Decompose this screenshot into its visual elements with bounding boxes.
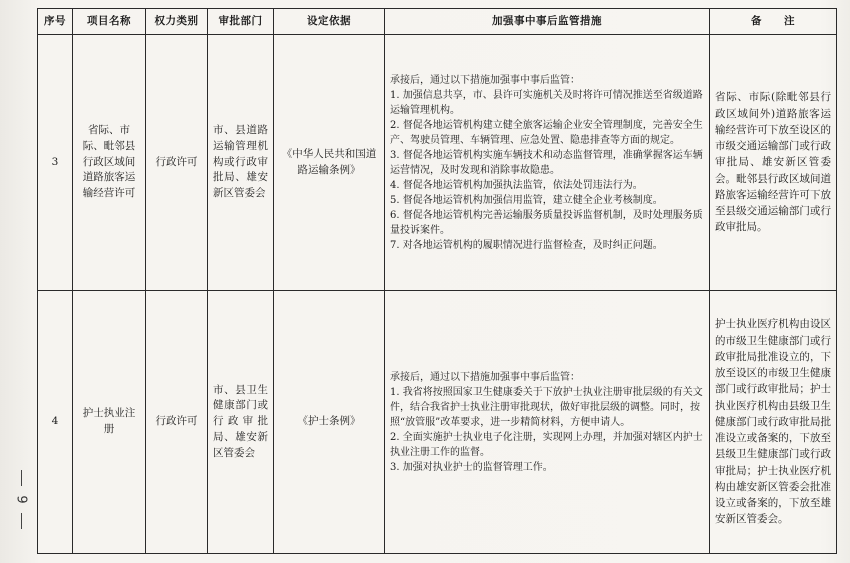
page-number-text: 9 — [13, 495, 29, 504]
measure-line: 5. 督促各地运管机构加强信用监管，建立健全企业考核制度。 — [390, 194, 663, 206]
measure-line: 6. 督促各地运管机构完善运输服务质量投诉监督机制，及时处理服务质量投诉案件。 — [390, 209, 703, 236]
row-no: 4 — [38, 291, 73, 554]
measure-line: 3. 督促各地运管机构实施车辆技术和动态监督管理，准确掌握客运车辆运营情况，及时发现和消除事故隐患。 — [390, 149, 703, 176]
header-no: 序号 — [38, 9, 73, 35]
row-supervision-measures — [385, 291, 710, 554]
table-row — [38, 291, 837, 554]
row-legal-basis: 《中华人民共和国道路运输条例》 — [274, 35, 385, 291]
row-approval-dept: 市、县道路运输管理机构或行政审批局、雄安新区管委会 — [208, 35, 274, 291]
header-remarks: 备 注 — [710, 9, 837, 35]
measure-line: 1. 我省将按照国家卫生健康委关于下放护士执业注册审批层级的有关文件，结合我省护士执业注册审批现状，做好审批层级的调整。同时，按照“放管服”改革要求，进一步精简材料，方便申请人。 — [390, 386, 703, 428]
row-power-category: 行政许可 — [146, 291, 208, 554]
measure-line: 2. 全面实施护士执业电子化注册，实现网上办理，并加强对辖区内护士执业注册工作的监督。 — [390, 431, 703, 458]
header-item-name: 项目名称 — [73, 9, 146, 35]
header-power-category: 权力类别 — [146, 9, 208, 35]
measure-line: 1. 加强信息共享，市、县许可实施机关及时将许可情况推送至省级道路运输管理机构。 — [390, 89, 703, 116]
measure-line: 7. 对各地运管机构的履职情况进行监督检查，及时纠正问题。 — [390, 239, 663, 251]
measure-line: 承接后，通过以下措施加强事中事后监管： — [390, 371, 580, 383]
table-header-row — [38, 9, 837, 35]
row-legal-basis: 《护士条例》 — [274, 291, 385, 554]
row-remarks: 省际、市际(除毗邻县行政区域间外)道路旅客运输经营许可下放至设区的市级交通运输部门或行政审批局、雄安新区管委会。毗邻县行政区域间道路旅客运输经营许可下放至县级交通运输部门或行政审批局。 — [710, 35, 837, 291]
measure-line: 2. 督促各地运管机构建立健全旅客运输企业安全管理制度，完善安全生产、驾驶员管理、车辆管理、应急处置、隐患排查等方面的规定。 — [390, 119, 703, 146]
row-approval-dept: 市、县卫生健康部门或行政审批局、雄安新区管委会 — [208, 291, 274, 554]
row-item-name: 省际、市际、毗邻县行政区域间道路旅客运输经营许可 — [73, 35, 146, 291]
header-legal-basis: 设定依据 — [274, 9, 385, 35]
header-supervision-measures: 加强事中事后监管措施 — [385, 9, 710, 35]
row-remarks: 护士执业医疗机构由设区的市级卫生健康部门或行政审批局批准设立的，下放至设区的市级卫生健康部门或行政审批局；护士执业医疗机构由县级卫生健康部门或行政审批局批准设立或备案的，下放至县级卫生健康部门或行政审批局；护士执业医疗机构由雄安新区管委会批准设立或备案的，下放至雄安新区管委会。 — [710, 291, 837, 554]
row-power-category: 行政许可 — [146, 35, 208, 291]
page-number-dash-bottom — [21, 513, 22, 529]
page-number-dash-top — [21, 470, 22, 486]
header-approval-dept: 审批部门 — [208, 9, 274, 35]
row-no: 3 — [38, 35, 73, 291]
measure-line: 承接后，通过以下措施加强事中事后监管： — [390, 74, 580, 86]
approval-items-table — [37, 8, 837, 554]
page-number — [12, 470, 30, 540]
row-supervision-measures — [385, 35, 710, 291]
measure-line: 4. 督促各地运管机构加强执法监管，依法处罚违法行为。 — [390, 179, 643, 191]
table-row — [38, 35, 837, 291]
row-item-name: 护士执业注册 — [73, 291, 146, 554]
measure-line: 3. 加强对执业护士的监督管理工作。 — [390, 461, 553, 473]
